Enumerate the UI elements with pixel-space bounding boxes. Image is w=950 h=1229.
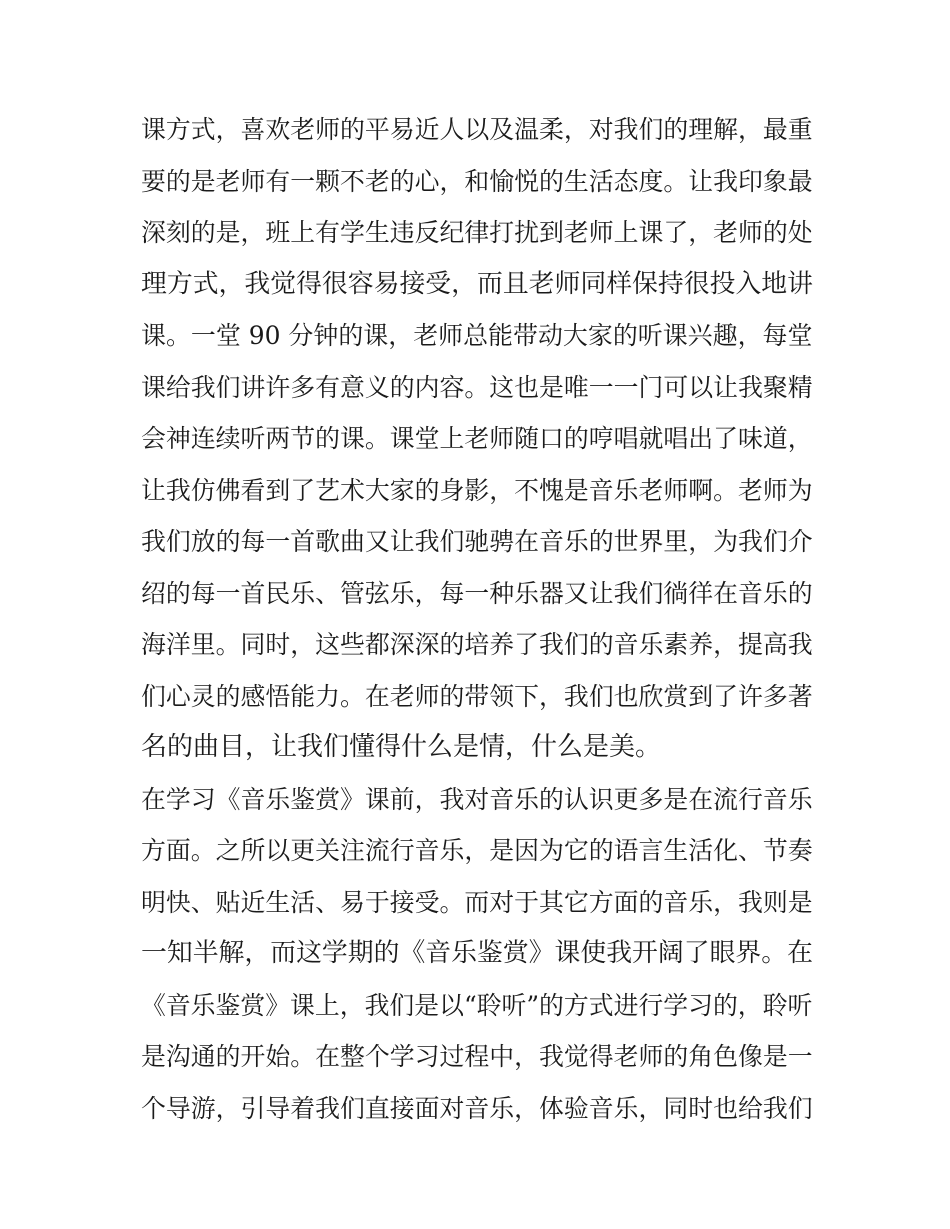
text-line: 课方式，喜欢老师的平易近人以及温柔，对我们的理解，最重 <box>141 115 813 144</box>
text-line: 一知半解，而这学期的《音乐鉴赏》课使我开阔了眼界。在 <box>141 938 813 968</box>
text-line: 名的曲目，让我们懂得什么是情，什么是美。 <box>141 732 662 762</box>
text-line: 让我仿佛看到了艺术大家的身影，不愧是音乐老师啊。老师为 <box>141 475 813 505</box>
text-line: 在学习《音乐鉴赏》课前，我对音乐的认识更多是在流行音乐 <box>141 784 813 814</box>
body-text <box>141 104 813 1134</box>
text-line: 是沟通的开始。在整个学习过程中，我觉得老师的角色像是一 <box>141 1042 813 1071</box>
text-line: 《音乐鉴赏》课上，我们是以“聆听”的方式进行学习的，聆听 <box>141 990 813 1020</box>
text-line: 会神连续听两节的课。课堂上老师随口的哼唱就唱出了味道， <box>141 424 813 453</box>
text-line: 方面。之所以更关注流行音乐，是因为它的语言生活化、节奏 <box>141 836 813 865</box>
text-line: 课给我们讲许多有意义的内容。这也是唯一一门可以让我聚精 <box>141 372 813 402</box>
text-line: 绍的每一首民乐、管弦乐，每一种乐器又让我们徜徉在音乐的 <box>141 578 813 608</box>
text-line: 个导游，引导着我们直接面对音乐，体验音乐，同时也给我们 <box>141 1093 813 1123</box>
text-line: 要的是老师有一颗不老的心，和愉悦的生活态度。让我印象最 <box>141 166 813 196</box>
text-line: 深刻的是，班上有学生违反纪律打扰到老师上课了，老师的处 <box>141 218 813 247</box>
text-line: 课。一堂 90 分钟的课，老师总能带动大家的听课兴趣，每堂 <box>141 321 813 350</box>
text-line: 理方式，我觉得很容易接受，而且老师同样保持很投入地讲 <box>141 268 813 299</box>
text-line: 我们放的每一首歌曲又让我们驰骋在音乐的世界里，为我们介 <box>141 527 813 556</box>
text-line: 海洋里。同时，这些都深深的培养了我们的音乐素养，提高我 <box>141 630 813 659</box>
text-line: 明快、贴近生活、易于接受。而对于其它方面的音乐，我则是 <box>141 887 813 917</box>
text-line: 们心灵的感悟能力。在老师的带领下，我们也欣赏到了许多著 <box>141 681 813 711</box>
